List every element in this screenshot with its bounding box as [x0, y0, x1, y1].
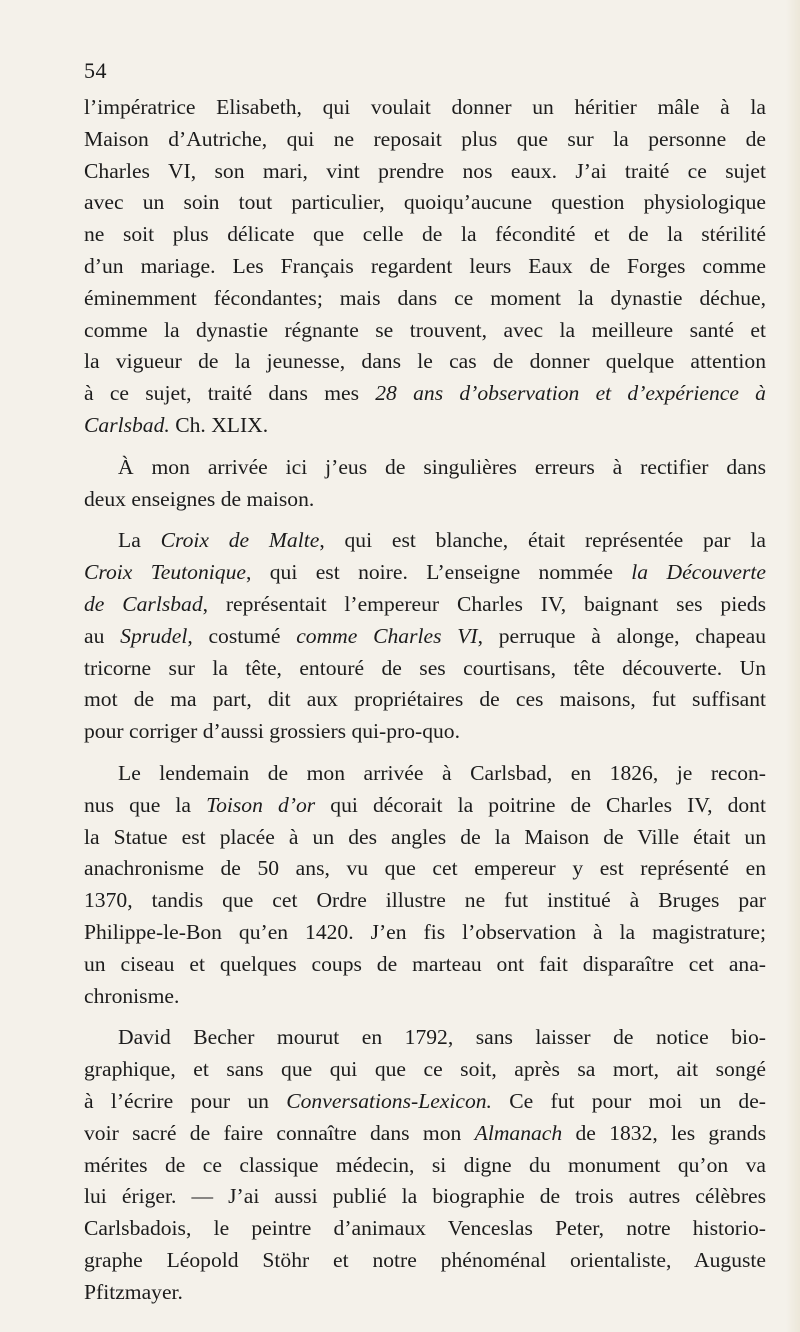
text-segment: graphe Léopold Stöhr et notre phénoménal orientaliste, Auguste	[84, 1247, 766, 1272]
page-edge-shading	[786, 0, 800, 1332]
text-line	[84, 653, 766, 685]
text-line	[84, 885, 766, 917]
text-segment: au	[84, 623, 121, 648]
text-segment: Pfitzmayer.	[84, 1279, 183, 1304]
page-number: 54	[84, 58, 107, 83]
text-segment: Charles VI, son mari, vint prendre nos eaux. J’ai traité ce sujet	[84, 158, 766, 183]
text-segment: qui décorait la poitrine de Charles IV, dont	[315, 792, 766, 817]
italic-text: Toison d’or	[206, 792, 316, 817]
italic-text: Croix Teutonique	[84, 560, 246, 585]
italic-text: Croix de Malte	[160, 528, 320, 553]
italic-text: Carlsbad.	[84, 412, 170, 437]
text-segment: comme la dynastie régnante se trouvent, avec la meilleure santé et	[84, 317, 766, 342]
text-line	[84, 790, 766, 822]
text-line	[84, 251, 766, 283]
text-segment: un ciseau et quelques coups de marteau ont fait disparaître cet ana-	[84, 951, 766, 976]
text-segment: la vigueur de la jeunesse, dans le cas de donner quelque attention	[84, 349, 766, 374]
text-line	[84, 853, 766, 885]
text-segment: David Becher mourut en 1792, sans laisser de notice bio-	[118, 1025, 766, 1050]
text-segment: mérites de ce classique médecin, si digne du monument qu’on va	[84, 1152, 766, 1177]
text-line	[84, 283, 766, 315]
text-line	[84, 187, 766, 219]
italic-text: de Carlsbad	[84, 591, 203, 616]
text-line	[84, 1118, 766, 1150]
body-text	[84, 92, 766, 1308]
text-line	[84, 315, 766, 347]
text-segment: d’un mariage. Les Français regardent leurs Eaux de Forges comme	[84, 253, 766, 278]
text-line	[84, 758, 766, 790]
text-segment: la Statue est placée à un des angles de la Maison de Ville était un	[84, 824, 766, 849]
text-segment: deux enseignes de maison.	[84, 486, 315, 511]
text-segment: , représentait l’empereur Charles IV, baignant ses pieds	[202, 591, 766, 616]
text-segment: nus que la	[84, 792, 207, 817]
text-line	[84, 124, 766, 156]
text-segment: éminemment fécondantes; mais dans ce moment la dynastie déchue,	[84, 285, 766, 310]
text-line	[84, 716, 766, 748]
text-segment: ne soit plus délicate que celle de la fécondité et de la stérilité	[84, 222, 766, 247]
text-line	[84, 410, 766, 442]
text-segment: , qui est blanche, était représentée par la	[319, 528, 767, 553]
text-line	[84, 557, 766, 589]
text-line	[84, 1150, 766, 1182]
text-line	[84, 589, 766, 621]
text-line	[84, 1054, 766, 1086]
text-segment: à ce sujet, traité dans mes	[84, 381, 376, 406]
text-segment: de 1832, les grands	[562, 1120, 766, 1145]
text-segment: mot de ma part, dit aux propriétaires de ces maisons, fut suffisant	[84, 687, 766, 712]
text-line	[84, 917, 766, 949]
text-line	[84, 525, 766, 557]
text-line	[84, 621, 766, 653]
text-line	[84, 1277, 766, 1309]
text-segment: La	[118, 528, 161, 553]
text-line	[84, 378, 766, 410]
text-line	[84, 452, 766, 484]
text-segment: À mon arrivée ici j’eus de singulières erreurs à rectifier dans	[118, 454, 766, 479]
italic-text: comme Charles VI	[296, 623, 478, 648]
text-segment: pour corriger d’aussi grossiers qui-pro-quo.	[84, 719, 461, 744]
text-line	[84, 684, 766, 716]
text-segment: anachronisme de 50 ans, vu que cet empereur y est représenté en	[84, 856, 766, 881]
text-line	[84, 1213, 766, 1245]
text-line	[84, 346, 766, 378]
italic-text: Almanach	[474, 1120, 563, 1145]
italic-text: 28 ans d’observation et d’expérience à	[375, 381, 766, 406]
text-segment: 1370, tandis que cet Ordre illustre ne fut institué à Bruges par	[84, 888, 766, 913]
italic-text: la Découverte	[631, 560, 766, 585]
text-line	[84, 156, 766, 188]
text-line	[84, 1022, 766, 1054]
italic-text: Sprudel	[120, 623, 188, 648]
text-segment: Maison d’Autriche, qui ne reposait plus que sur la personne de	[84, 126, 766, 151]
text-segment: , qui est noire. L’enseigne nommée	[245, 560, 632, 585]
text-line	[84, 1245, 766, 1277]
text-line	[84, 981, 766, 1013]
text-segment: chronisme.	[84, 983, 180, 1008]
text-line	[84, 949, 766, 981]
text-segment: avec un soin tout particulier, quoiqu’aucune question physiologique	[84, 190, 766, 215]
text-segment: l’impératrice Elisabeth, qui voulait donner un héritier mâle à la	[84, 95, 766, 119]
text-line	[84, 219, 766, 251]
text-segment: Carlsbadois, le peintre d’animaux Venceslas Peter, notre historio-	[84, 1216, 766, 1241]
text-segment: tricorne sur la tête, entouré de ses courtisans, tête découverte. Un	[84, 655, 766, 680]
text-line	[84, 822, 766, 854]
text-line	[84, 484, 766, 516]
text-segment: Philippe-le-Bon qu’en 1420. J’en fis l’observation à la magistrature;	[84, 919, 766, 944]
text-line	[84, 1086, 766, 1118]
text-segment: lui ériger. — J’ai aussi publié la biographie de trois autres célèbres	[84, 1184, 766, 1209]
text-segment: graphique, et sans que qui que ce soit, après sa mort, ait songé	[84, 1057, 766, 1082]
text-segment: , perruque à alonge, chapeau	[477, 623, 766, 648]
text-segment: , costumé	[187, 623, 297, 648]
text-segment: Ch. XLIX.	[169, 412, 269, 437]
text-segment: Ce fut pour moi un de-	[491, 1088, 766, 1113]
text-segment: voir sacré de faire connaître dans mon	[84, 1120, 475, 1145]
text-segment: à l’écrire pour un	[84, 1088, 287, 1113]
text-line	[84, 1181, 766, 1213]
italic-text: Conversations-Lexicon.	[286, 1088, 492, 1113]
text-segment: Le lendemain de mon arrivée à Carlsbad, en 1826, je recon-	[118, 760, 766, 785]
text-line	[84, 92, 766, 124]
